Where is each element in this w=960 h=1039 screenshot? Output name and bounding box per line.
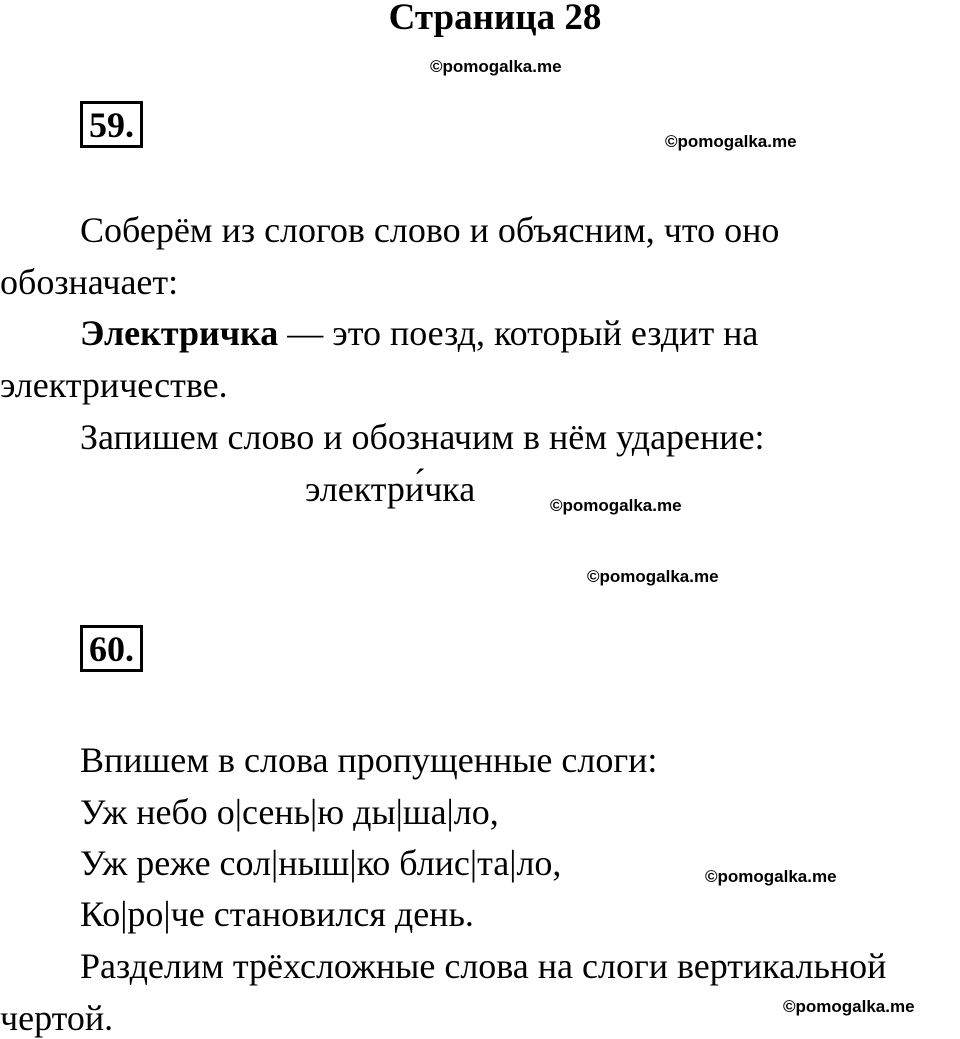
exercise-60-line-6: чертой. (0, 998, 114, 1038)
exercise-60-line-5: Разделим трёхсложные слова на слоги вертикальной (80, 946, 887, 986)
watermark: ©pomogalka.me (705, 867, 837, 886)
exercise-number-60: 60. (80, 625, 143, 672)
exercise-60-line-1: Впишем в слова пропущенные слоги: (80, 740, 658, 780)
exercise-59-line-1: Соберём из слогов слово и объясним, что оно (80, 210, 780, 250)
watermark: ©pomogalka.me (783, 997, 915, 1016)
stressed-word: электри́чка (305, 469, 476, 509)
exercise-59-line-2: обозначает: (0, 262, 179, 302)
watermark: ©pomogalka.me (587, 567, 719, 586)
watermark: ©pomogalka.me (550, 496, 682, 515)
exercise-59-line-4: электричестве. (0, 365, 228, 405)
exercise-59-line-5: Запишем слово и обозначим в нём ударение: (80, 417, 765, 457)
page-title: Страница 28 (388, 0, 602, 38)
exercise-59-definition (80, 313, 758, 353)
bold-term: Электричка (80, 313, 279, 353)
exercise-60-line-3: Уж реже сол|ныш|ко блис|та|ло, (80, 843, 562, 883)
watermark: ©pomogalka.me (430, 57, 562, 76)
definition-text: — это поезд, который ездит на (287, 313, 759, 353)
watermark: ©pomogalka.me (665, 132, 797, 151)
exercise-60-line-2: Уж небо о|сень|ю ды|ша|ло, (80, 792, 499, 832)
exercise-60-line-4: Ко|ро|че становился день. (80, 894, 474, 934)
exercise-number-59: 59. (80, 101, 143, 148)
